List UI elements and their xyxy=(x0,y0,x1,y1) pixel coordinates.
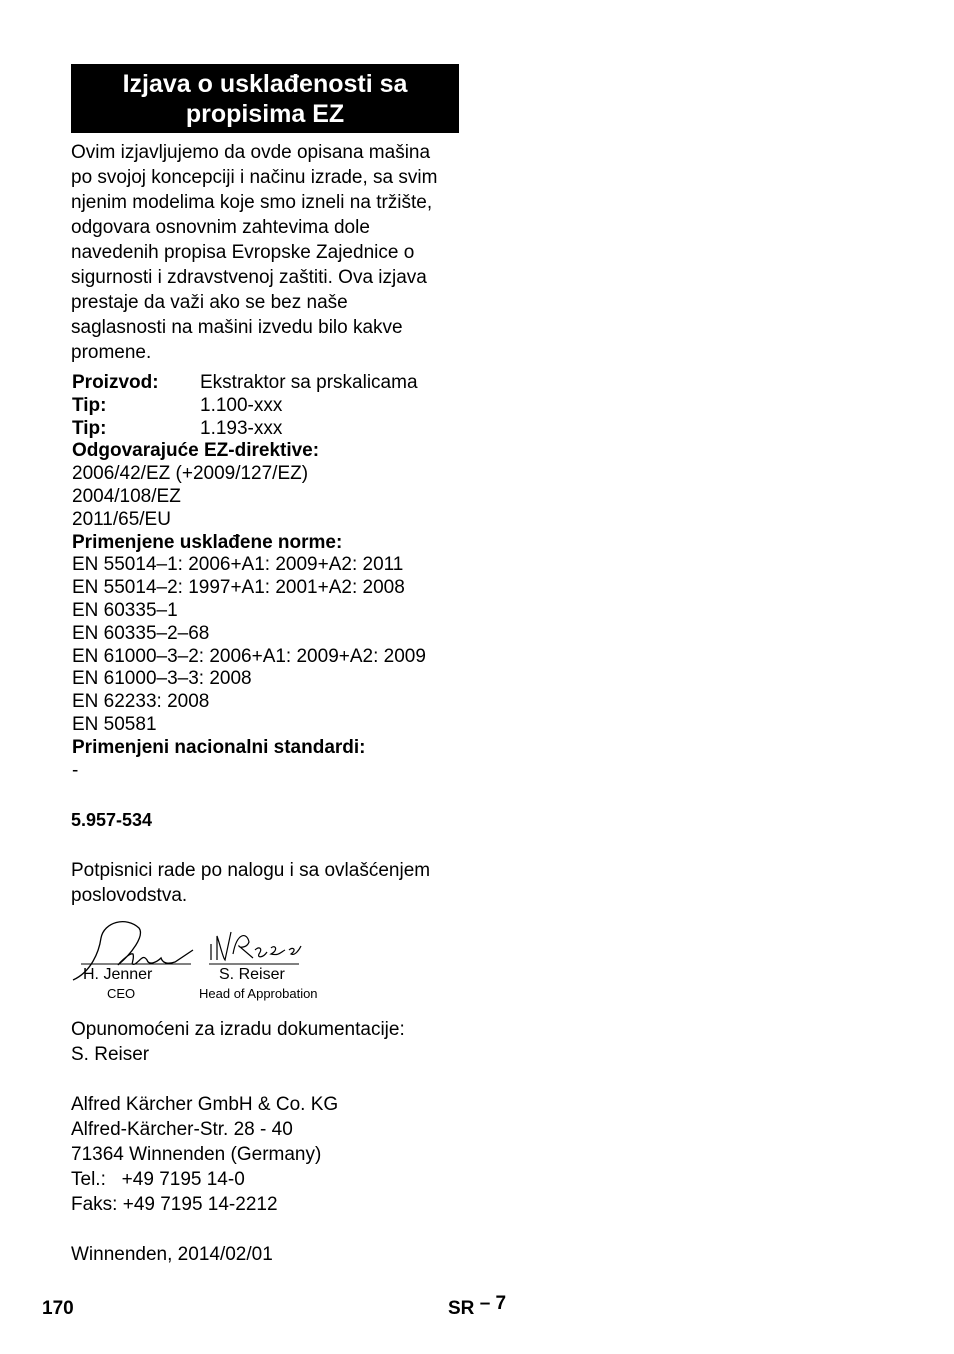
intro-line: njenim modelima koje smo izneli na tržište, xyxy=(71,192,433,213)
documentation-authorized xyxy=(71,1017,459,1067)
norm-item: EN 62233: 2008 xyxy=(72,691,210,713)
product-row xyxy=(71,372,459,395)
declaration-details xyxy=(71,372,459,782)
address-line: Alfred-Kärcher-Str. 28 - 40 xyxy=(71,1119,293,1140)
signer-name: S. Reiser xyxy=(219,966,285,983)
norms-heading: Primenjene usklađene norme: xyxy=(72,531,343,553)
intro-line: po svojoj koncepciji i načinu izrade, sa svim xyxy=(71,167,438,188)
authorized-label: Opunomoćeni za izradu dokumentacije: xyxy=(71,1019,405,1040)
signers-note xyxy=(71,858,459,908)
reiser-signature xyxy=(211,932,301,960)
directive-item: 2011/65/EU xyxy=(72,508,171,530)
page-number: 170 xyxy=(42,1298,74,1319)
norm-item: EN 61000–3–2: 2006+A1: 2009+A2: 2009 xyxy=(72,645,426,667)
address-line: Alfred Kärcher GmbH & Co. KG xyxy=(71,1094,339,1115)
intro-line: saglasnosti na mašini izvedu bilo kakve xyxy=(71,317,403,338)
product-value: Ekstraktor sa prskalicama xyxy=(200,372,418,393)
type-label: Tip: xyxy=(72,417,107,439)
directive-item: 2004/108/EZ xyxy=(72,485,181,507)
title-line-1: Izjava o usklađenosti sa xyxy=(122,69,408,98)
page-title xyxy=(71,64,459,133)
language-code: SR xyxy=(448,1298,475,1319)
norm-item: EN 55014–2: 1997+A1: 2001+A2: 2008 xyxy=(72,577,405,599)
norm-item: EN 55014–1: 2006+A1: 2009+A2: 2011 xyxy=(72,554,404,576)
signature-block xyxy=(71,912,371,1007)
signer-role: Head of Approbation xyxy=(199,986,318,1001)
page-language-section xyxy=(448,1293,507,1321)
company-address xyxy=(71,1092,459,1217)
type-value: 1.100-xxx xyxy=(200,394,283,416)
directives-heading: Odgovarajuće EZ-direktive: xyxy=(72,440,320,462)
title-line-2: propisima EZ xyxy=(185,99,345,128)
authorized-name: S. Reiser xyxy=(71,1044,150,1065)
signers-note-line: poslovodstva. xyxy=(71,885,188,906)
directive-item: 2006/42/EZ (+2009/127/EZ) xyxy=(72,463,309,485)
norm-item: EN 50581 xyxy=(72,713,157,735)
national-standards-heading: Primenjeni nacionalni standardi: xyxy=(72,736,366,758)
intro-line: odgovara osnovnim zahtevima dole xyxy=(71,217,370,238)
section-number: – 7 xyxy=(479,1293,507,1314)
norm-item: EN 60335–2–68 xyxy=(72,622,210,644)
product-label: Proizvod: xyxy=(72,372,159,393)
intro-paragraph xyxy=(71,140,459,365)
address-line: Faks: +49 7195 14-2212 xyxy=(71,1194,278,1215)
norm-item: EN 60335–1 xyxy=(72,599,178,621)
intro-line: sigurnosti i zdravstvenoj zaštiti. Ova izjava xyxy=(71,267,427,288)
intro-line: promene. xyxy=(71,342,152,363)
signers-note-line: Potpisnici rade po nalogu i sa ovlašćenjem xyxy=(71,860,431,881)
type-row xyxy=(71,418,459,441)
type-row xyxy=(71,395,459,418)
intro-line: prestaje da važi ako se bez naše xyxy=(71,292,348,313)
place-date: Winnenden, 2014/02/01 xyxy=(71,1244,273,1265)
national-standards-value: - xyxy=(72,759,79,781)
address-line: 71364 Winnenden (Germany) xyxy=(71,1144,322,1165)
norm-item: EN 61000–3–3: 2008 xyxy=(72,668,252,690)
type-value: 1.193-xxx xyxy=(200,417,283,439)
signer-role: CEO xyxy=(107,986,136,1001)
address-line: Tel.: +49 7195 14-0 xyxy=(71,1169,245,1190)
document-number: 5.957-534 xyxy=(71,810,153,830)
signer-name: H. Jenner xyxy=(83,966,153,983)
type-label: Tip: xyxy=(72,394,107,416)
intro-line: Ovim izjavljujemo da ovde opisana mašina xyxy=(71,142,431,163)
intro-line: navedenih propisa Evropske Zajednice o xyxy=(71,242,415,263)
